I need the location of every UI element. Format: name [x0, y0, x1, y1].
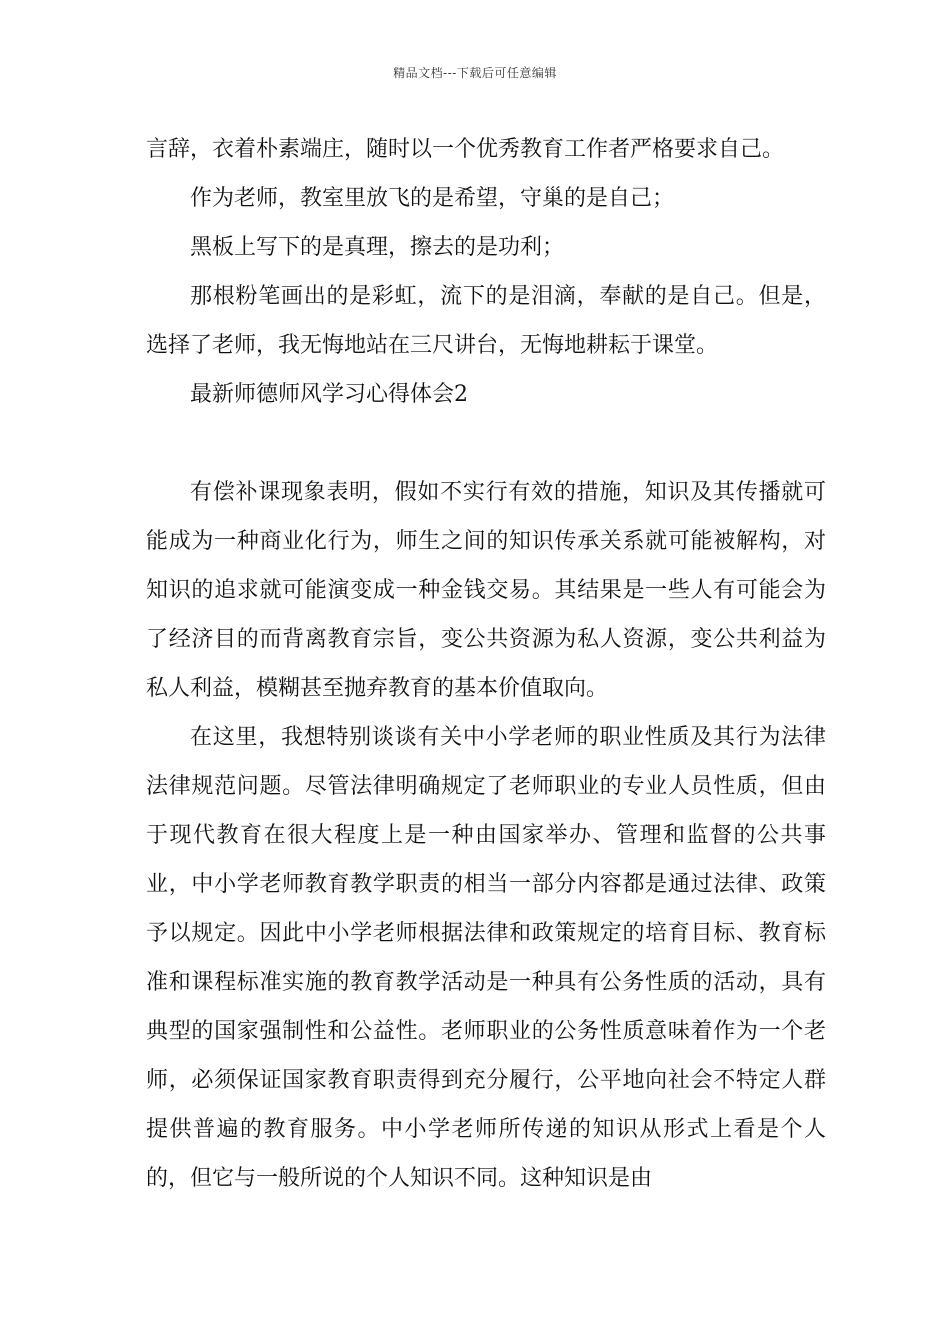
section-title: 最新师德师风学习心得体会2 [190, 382, 468, 407]
page-header: 精品文档---下载后可任意编辑 [393, 66, 557, 80]
document-body [146, 125, 826, 1203]
blank-line [146, 419, 826, 468]
paragraph: 在这里，我想特别谈谈有关中小学老师的职业性质及其行为法律法律规范问题。尽管法律明确规定了老师职业的专业人员性质，但由于现代教育在很大程度上是一种由国家举办、管理和监督的公共事业，中小学老师教育教学职责的相当一部分内容都是通过法律、政策予以规定。因此中小学老师根据法律和政策规定的培育目标、教育标准和课程标准实施的教育教学活动是一种具有公务性质的活动，具有典型的国家强制性和公益性。老师职业的公务性质意味着作为一个老师，必须保证国家教育职责得到充分履行，公平地向社会不特定人群提供普遍的教育服务。中小学老师所传递的知识从形式上看是个人的，但它与一般所说的个人知识不同。这种知识是由 [146, 725, 826, 1191]
paragraph: 黑板上写下的是真理，擦去的是功利； [190, 235, 565, 260]
paragraph-continuation: 言辞，衣着朴素端庄，随时以一个优秀教育工作者严格要求自己。 [146, 137, 785, 162]
paragraph: 有偿补课现象表明，假如不实行有效的措施，知识及其传播就可能成为一种商业化行为，师生之间的知识传承关系就可能被解构，对知识的追求就可能演变成一种金钱交易。其结果是一些人有可能会为了经济目的而背离教育宗旨，变公共资源为私人资源，变公共利益为私人利益，模糊甚至抛弃教育的基本价值取向。 [146, 480, 826, 701]
paragraph: 作为老师，教室里放飞的是希望，守巢的是自己； [190, 186, 675, 211]
paragraph: 那根粉笔画出的是彩虹，流下的是泪滴，奉献的是自己。但是，选择了老师，我无悔地站在三尺讲台，无悔地耕耘于课堂。 [146, 284, 826, 358]
